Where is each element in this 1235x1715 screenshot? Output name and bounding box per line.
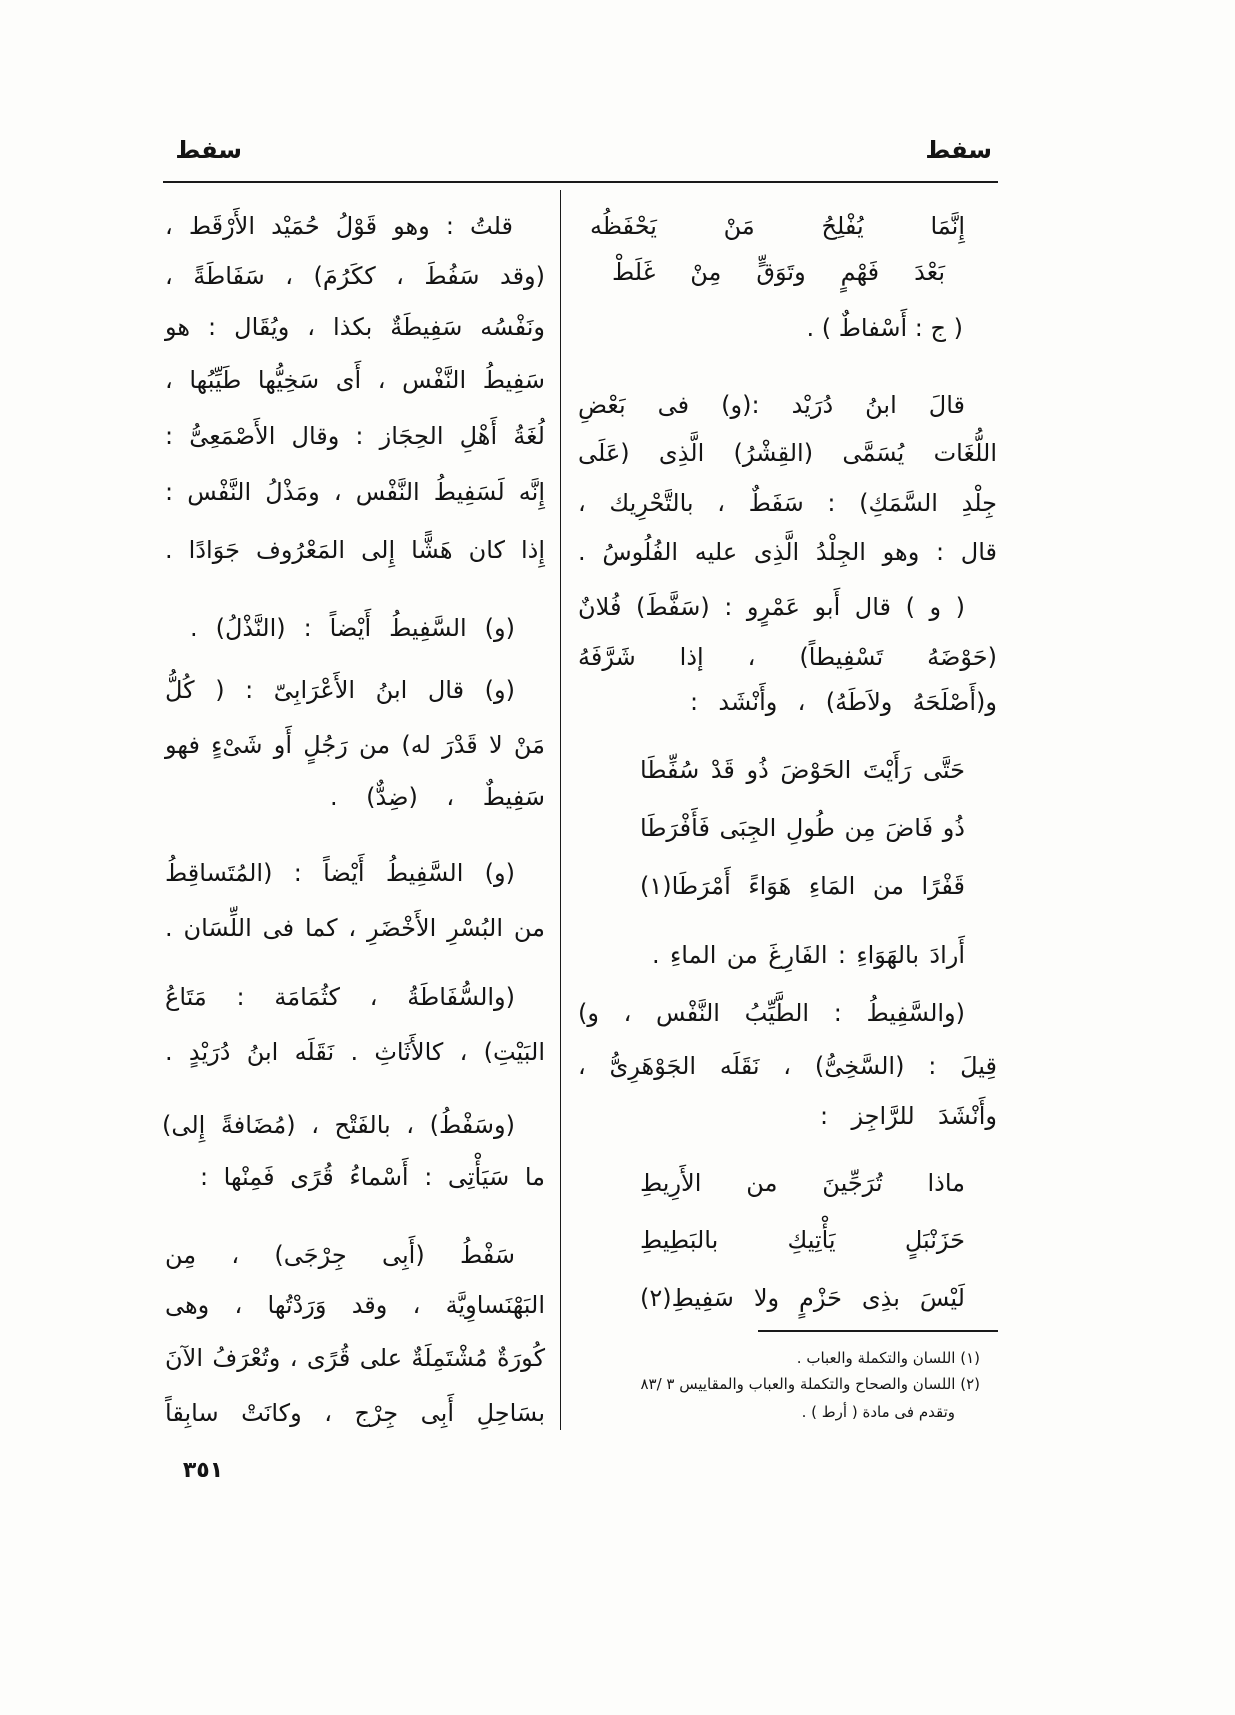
footnote-line: وتقدم فى مادة ( أرط ) . — [801, 1403, 955, 1421]
verse-line: لَيْسَ بذِى حَزْمٍ ولا سَفِيطِ(٢) — [640, 1284, 965, 1312]
left-column-line: البَيْتِ) ، كالأَثَاثِ . نَقَلَه ابنُ دُرَيْدٍ . — [165, 1038, 545, 1066]
footnote-rule — [758, 1330, 998, 1332]
left-column-line: سَفِيطٌ ، (ضِدٌّ) . — [330, 783, 545, 811]
verse-line: بَعْدَ فَهْمٍ وتَوَقٍّ مِنْ غَلَطْ — [612, 258, 945, 286]
footnote-line: (١) اللسان والتكملة والعباب . — [796, 1349, 980, 1367]
verse-line: ماذا تُرَجِّينَ من الأَرِيطِ — [640, 1169, 965, 1197]
left-column-line: (وسَفْطُ) ، بالفَتْح ، (مُضَافةً إِلى) — [162, 1111, 515, 1139]
left-column-line: كُورَةٌ مُشْتَمِلَةٌ على قُرًى ، وتُعْرَفُ الآنَ — [165, 1344, 545, 1372]
right-column-line: أَرادَ بالهَوَاءِ : الفَارِغَ من الماءِ . — [652, 941, 965, 969]
right-column-line: قالَ ابنُ دُرَيْد :(و) فى بَعْضِ — [578, 391, 965, 419]
verse-line: إِنَّمَا يُفْلِحُ مَنْ يَحْفَظُه — [590, 212, 965, 240]
column-divider — [560, 190, 561, 1430]
verse-line: ذُو فَاضَ مِن طُولِ الجِبَى فَأَفْرَطَا — [640, 814, 965, 842]
left-column-line: (و) قال ابنُ الأَعْرَابِىّ : ( كُلُّ — [165, 676, 515, 704]
right-column-line: و(أَصْلَحَهُ ولاَطَهُ) ، وأَنْشَد : — [690, 688, 997, 716]
left-column-line: من البُسْرِ الأَخْضَرِ ، كما فى اللِّسَان . — [165, 914, 545, 942]
left-column-line: ونَفْسُه سَفِيطَةٌ بكذا ، ويُقَال : هو — [165, 313, 545, 341]
right-column-line: ( و ) قال أَبو عَمْرٍو : (سَفَّطَ) فُلانٌ — [578, 593, 965, 621]
header-rule — [163, 181, 998, 183]
page-number: ٣٥١ — [182, 1458, 224, 1483]
running-head-right: سفط — [925, 136, 992, 164]
left-column-line: البَهْنَساوِيَّة ، وقد وَرَدْتُها ، وهى — [165, 1291, 545, 1319]
right-column-line: اللُّغَات يُسَمَّى (القِشْرُ) الَّذِى (عَلَى — [578, 439, 997, 467]
verse-line: قَفْرًا من المَاءِ هَوَاءً أَمْرَطَا(١) — [640, 872, 965, 900]
left-column-line: سَفِيطُ النَّفْس ، أَى سَخِيُّها طَيِّبُها ، — [165, 366, 545, 394]
left-column-line: (و) السَّفِيطُ أَيْضاً : (المُتَساقِطُ — [165, 859, 515, 887]
left-column-line: سَفْطُ (أَبِى جِرْجَى) ، مِن — [165, 1241, 515, 1269]
left-column-line: إِذا كان هَشًّا إِلى المَعْرُوف جَوَادًا . — [165, 536, 545, 564]
left-column-line: (والسُّفَاطَةُ ، كثُمَامَة : مَتَاعُ — [165, 983, 515, 1011]
right-column-line: قِيلَ : (السَّخِىُّ) ، نَقَلَه الجَوْهَرِىُّ ، — [578, 1052, 997, 1080]
left-column-line: (و) السَّفِيطُ أَيْضاً : (النَّذْلُ) . — [190, 614, 515, 642]
right-column-line: ( ج : أَسْفاطٌ ) . — [806, 314, 963, 342]
right-column-line: جِلْدِ السَّمَكِ) : سَفَطٌ ، بالتَّحْرِيك ، — [578, 489, 997, 517]
left-column-line: مَنْ لا قَدْرَ له) من رَجُلٍ أَو شَىْءٍ فهو — [165, 731, 545, 759]
verse-line: حَتَّى رَأَيْتَ الحَوْضَ ذُو قَدْ سُفِّطَا — [640, 756, 965, 784]
left-column-line: بسَاحِلِ أَبِى جِرْج ، وكانَتْ سابِقاً — [165, 1399, 545, 1427]
left-column-line: ما سَيَأْتِى : أَسْماءُ قُرًى فَمِنْها : — [200, 1163, 545, 1191]
footnote-line: (٢) اللسان والصحاح والتكملة والعباب والمقاييس ٣ /٨٣ — [640, 1375, 980, 1393]
left-column-line: لُغَةُ أَهْلِ الحِجَاز : وقال الأَصْمَعِىُّ : — [165, 422, 545, 450]
running-head-left: سفط — [175, 136, 242, 164]
right-column-line: وأَنْشَدَ للرَّاجِز : — [820, 1102, 997, 1130]
left-column-line: إِنَّه لَسَفِيطُ النَّفْس ، ومَذْلُ النَّفْس : — [165, 478, 545, 506]
right-column-line: قال : وهو الجِلْدُ الَّذِى عليه الفُلُوسُ . — [578, 538, 997, 566]
right-column-line: (والسَّفِيطُ : الطَّيِّبُ النَّفْس ، و) — [578, 999, 965, 1027]
left-column-line: (وقد سَفُطَ ، ككَرُمَ) ، سَفَاطَةً ، — [165, 262, 545, 290]
verse-line: حَزَنْبَلٍ يَأْتِيكِ بالبَطِيطِ — [640, 1226, 965, 1254]
right-column-line: (حَوْضَهُ تَسْفِيطاً) ، إذا شَرَّفَهُ — [578, 643, 997, 671]
left-column-line: قلتُ : وهو قَوْلُ حُمَيْد الأَرْقَط ، — [165, 212, 513, 240]
